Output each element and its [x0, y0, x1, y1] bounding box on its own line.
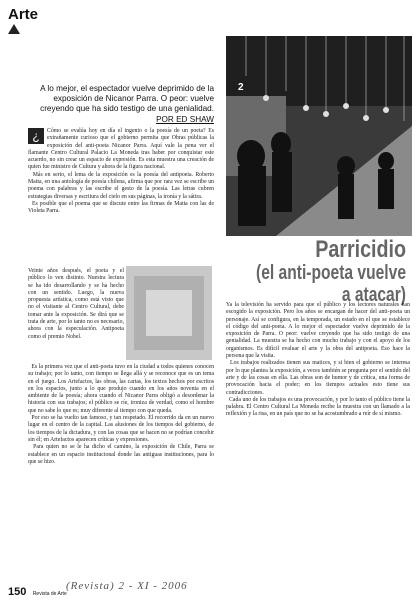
paragraph-5: Por eso se ha vuelto tan famoso, y tan respetado. El recorrido da en un nuevo lugar en el centro de la capital. Las alusiones de los tiempos del gobierno, de los tiempos de la dictadura, y con las cosas que se hacen no se podrían concebir sin él; en Artefactos aparecen críticas y expresiones.	[28, 415, 214, 443]
paragraph-4: Es la primera vez que el anti-poeta tuvo en la ciudad a todos quienes conocen su trabajo; por lo tanto, con tiempo se llega allá y se reconoce que es un tema en el juego. Los Artefactos, las obras, las cartas, los textos hechos por escritos en los espacios, junto a lo que produjo cuando en los años noventa en el ambiente de la poesía; ahora cuando el Nicanor Parra obligó a desordenar la historia con sus trabajos; el público se ríe, ironiza de verdad, como el hombre que no sabe lo que es; muy diferente al tiempo con que queda.	[28, 364, 215, 414]
title-line1: Parricidio	[315, 236, 406, 263]
paragraph-3: Es posible que el poema que se discute entre las firmas de Matta con las de Violeta Parra.	[28, 200, 214, 215]
right-paragraph-3: Cada uno de los trabajos es una provocación, y por lo tanto el público tiene la palabra. El Centro Cultural La Moneda recibe la muestra con un llamado a la reflexión y la risa, en un país que no se ha acostumbrado a reír de sí mismo.	[226, 396, 410, 418]
paragraph-2: Más en serio, el lema de la exposición es la poesía del antipoeta. Roberto Matta, en una antología de poesía chilena, afirma que por rara vez se escribe un poema con palabras y las escribe el gesto de la poesía. Las letras cubren estrategias diversas y escritura del cielo en sus páginas, la ironía y la sátira.	[28, 171, 214, 200]
section-triangle-icon	[8, 24, 20, 34]
body-column-left-top	[28, 128, 214, 216]
inset-photo	[126, 266, 212, 360]
exhibition-photo-image	[226, 36, 412, 236]
dropcap: ¿	[28, 128, 44, 144]
body-column-left-bottom	[28, 364, 214, 466]
deck	[28, 84, 214, 125]
article-title	[210, 238, 406, 306]
paragraph-6: Para quien no se le ha dicho el camino, la exposición de Chile, Parra se establece en un espacio institucional donde las antiguas instituciones, para lo que se hizo.	[28, 444, 214, 465]
handwritten-note: (Revista) 2 - XI - 2006	[66, 580, 188, 592]
narrow-paragraph: Veinte años después, el poeta y el público lo ven distinto. Nuestra lectura se ha ido desarrollando y se ha hecho con un sentido. Luego, la nueva propuesta artística, como está visto que no el visitante al Centro Cultural, debe tomar ante la exposición. Se dirá que se trata de arte, por lo tanto no es necesario, ahora con la especulación. Antipoeta como el premio Nobel.	[28, 268, 124, 340]
body-column-right	[226, 302, 410, 419]
photo-exhibition	[226, 36, 412, 236]
magazine-name: Revista de Arte	[32, 591, 67, 597]
lead-paragraph: Cómo se evalúa hoy en día el ingenio o la poesía de un poeta? Es extrañamente curioso que el gobierno permita que Obras públicas la exposición del anti-poeta Nicanor Parra. Aquí vale la pena ver el flamante Centro Cultural Palacio La Moneda tras haber por conquistar este acuerdo, no sin crear un espacio de expresión. Es esta muestra una creación de quien fue ministro de Cultura y ahora de la figura nacional.	[28, 128, 214, 171]
photo-number: 2	[238, 82, 244, 93]
right-paragraph-2: Los trabajos realizados tienen sus matices, y si bien el gobierno se interesa por lo que plantea la exposición, a veces también se pregunta por el sentido del arte y de las cosas en ella. Las obras son de humor y de crítica, una forma de provocación hacia el poder; en los tiempos actuales esto tiene sus contradicciones.	[226, 360, 410, 396]
deck-text: A lo mejor, el espectador vuelve deprimido de la exposición de Nicanor Parra. O peor: vuelve creyendo que ha sido testigo de una genialidad.	[40, 84, 214, 114]
section-label: Arte	[8, 6, 39, 23]
page-number: 150	[8, 586, 27, 598]
right-paragraph-1: Ya la televisión ha servido para que el público y los lectores naturales han escogido la exposición. Pero los años se encargan de hacer del anti-poeta un personaje. Así se configura, en la temporada, un estado en el que se establece el código del anti-poeta. A lo mejor el espectador vuelve deprimido de la exposición de Parra. O peor: vuelve creyendo que ha sido testigo de una genialidad. La muestra se ha hecho con mucho trabajo y con el apoyo de los organismos. Es difícil evaluar el arte y la obra del antipoeta. Eso hace la persona que la visita.	[226, 302, 410, 360]
byline: POR ED SHAW	[156, 114, 214, 124]
body-narrow-column	[28, 268, 124, 341]
title-line2: (el anti-poeta vuelve a atacar)	[256, 262, 406, 306]
footer	[8, 582, 67, 600]
inset-photo-image	[126, 266, 212, 360]
